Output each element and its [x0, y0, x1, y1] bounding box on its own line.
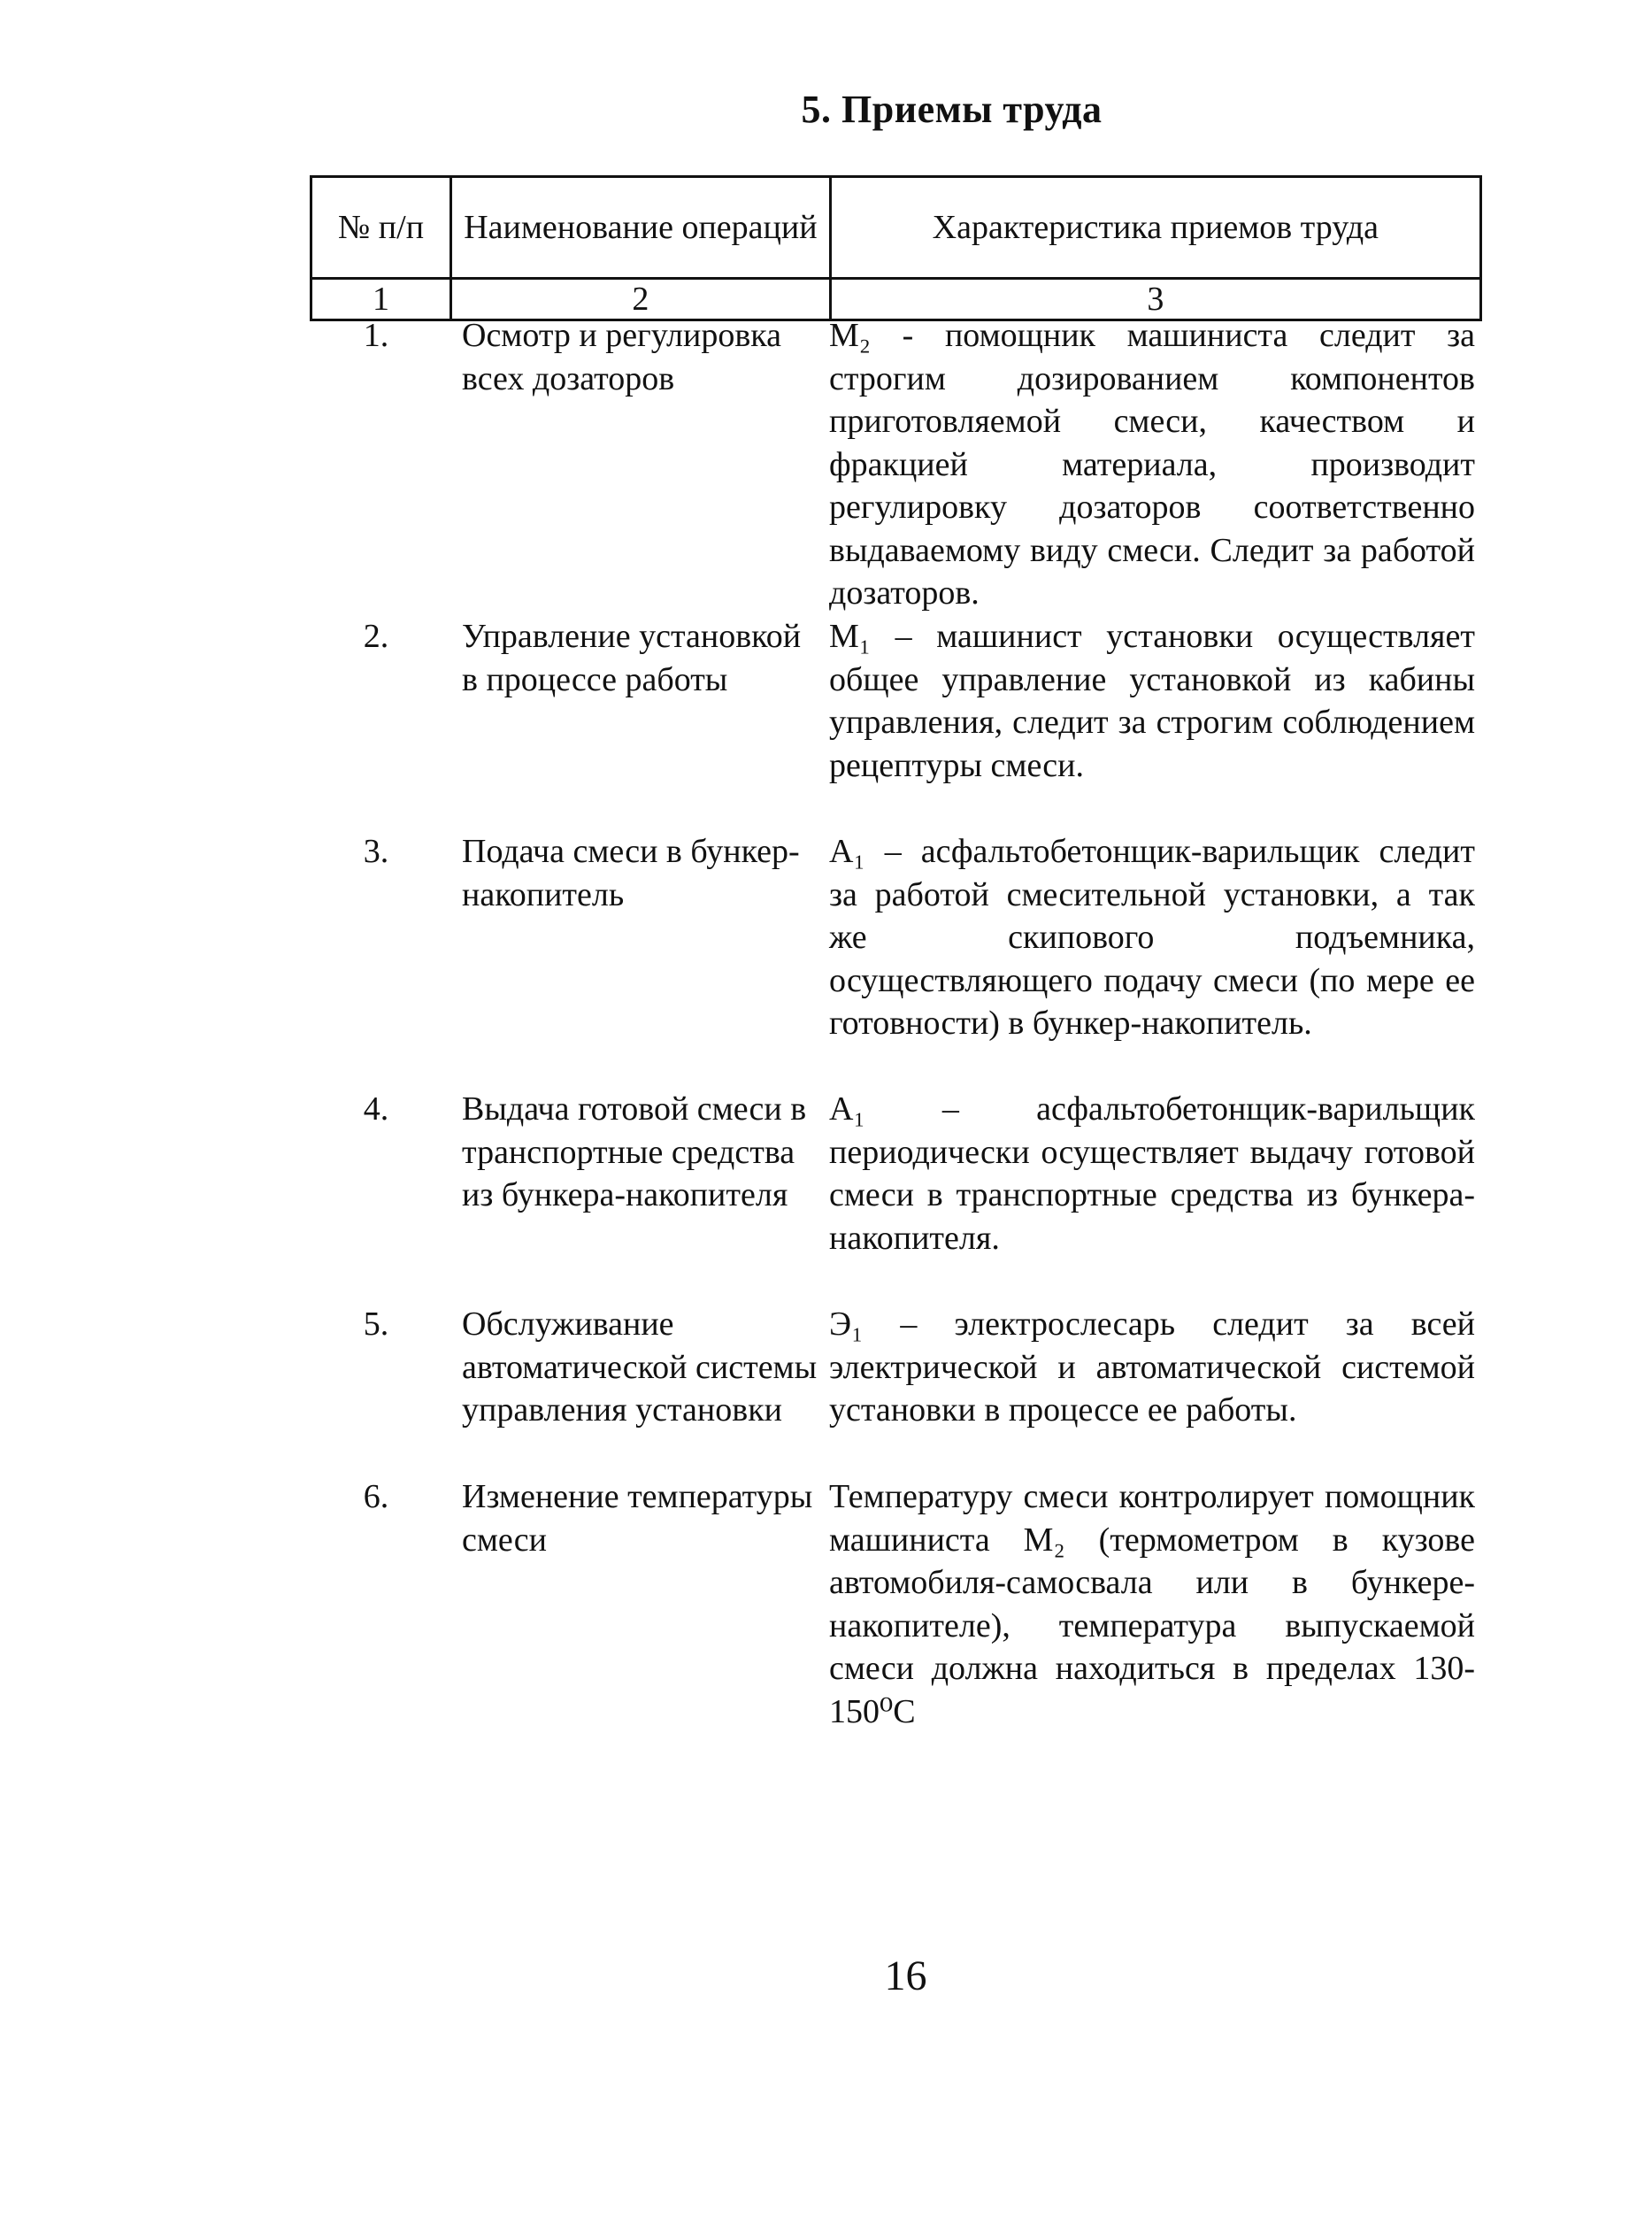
table-row	[310, 1088, 1482, 1303]
row-number: 4.	[363, 1090, 389, 1128]
table-row	[310, 1303, 1482, 1475]
table-row	[310, 830, 1482, 1088]
row-description: Э₁ – электрослесарь следит за всей электрической и автоматической системой установки в процессе ее работы.	[829, 1305, 1475, 1429]
col-number: 3	[830, 279, 1480, 320]
table-row	[310, 314, 1482, 615]
row-operation: Подача смеси в бункер-накопитель	[462, 833, 800, 913]
page-number: 16	[884, 1952, 927, 1999]
row-description: М₁ – машинист установки осуществляет общее управление установкой из кабины управления, следит за строгим соблюдением рецептуры смеси.	[829, 618, 1475, 784]
table-row	[310, 615, 1482, 830]
row-operation: Изменение температуры смеси	[462, 1478, 813, 1559]
section-title: 5. Приемы труда	[801, 88, 1103, 131]
header-num: № п/п	[311, 177, 451, 279]
row-number: 3.	[363, 833, 389, 870]
col-number: 2	[451, 279, 831, 320]
row-description: А₁ – асфальтобетонщик-варильщик следит за работой смесительной установки, а так же скипового подъемника, осуществляющего подачу смеси (по мере ее готовности) в бункер-накопитель.	[829, 833, 1475, 1042]
row-number: 6.	[363, 1478, 389, 1515]
header-description: Характеристика приемов труда	[830, 177, 1480, 279]
row-operation: Обслуживание автоматической системы управления установки	[462, 1305, 818, 1429]
row-description: Температуру смеси контролирует помощник машиниста М₂ (термометром в кузове автомобиля-самосвала или в бункере-накопителе), температура выпускаемой смеси должна находиться в пределах 130-150⁰С	[829, 1478, 1475, 1730]
row-description: М₂ - помощник машиниста следит за строгим дозированием компонентов приготовляемой смеси, качеством и фракцией материала, производит регулировку дозаторов соответственно выдаваемому виду смеси. Следит за работой дозаторов.	[829, 317, 1475, 612]
col-number: 1	[311, 279, 451, 320]
table-header	[310, 175, 1482, 321]
row-operation: Осмотр и регулировка всех дозаторов	[462, 317, 782, 397]
header-row	[311, 177, 1481, 279]
row-operation: Выдача готовой смеси в транспортные средства из бункера-накопителя	[462, 1090, 807, 1213]
row-number: 2.	[363, 618, 389, 655]
header-operation: Наименование операций	[451, 177, 831, 279]
row-number: 1.	[363, 317, 389, 354]
row-operation: Управление установкой в процессе работы	[462, 618, 802, 698]
row-number: 5.	[363, 1305, 389, 1343]
table-row	[310, 1475, 1482, 1776]
table-body	[310, 314, 1482, 1776]
row-description: А₁ – асфальтобетонщик-варильщик периодически осуществляет выдачу готовой смеси в транспортные средства из бункера-накопителя.	[829, 1090, 1475, 1257]
